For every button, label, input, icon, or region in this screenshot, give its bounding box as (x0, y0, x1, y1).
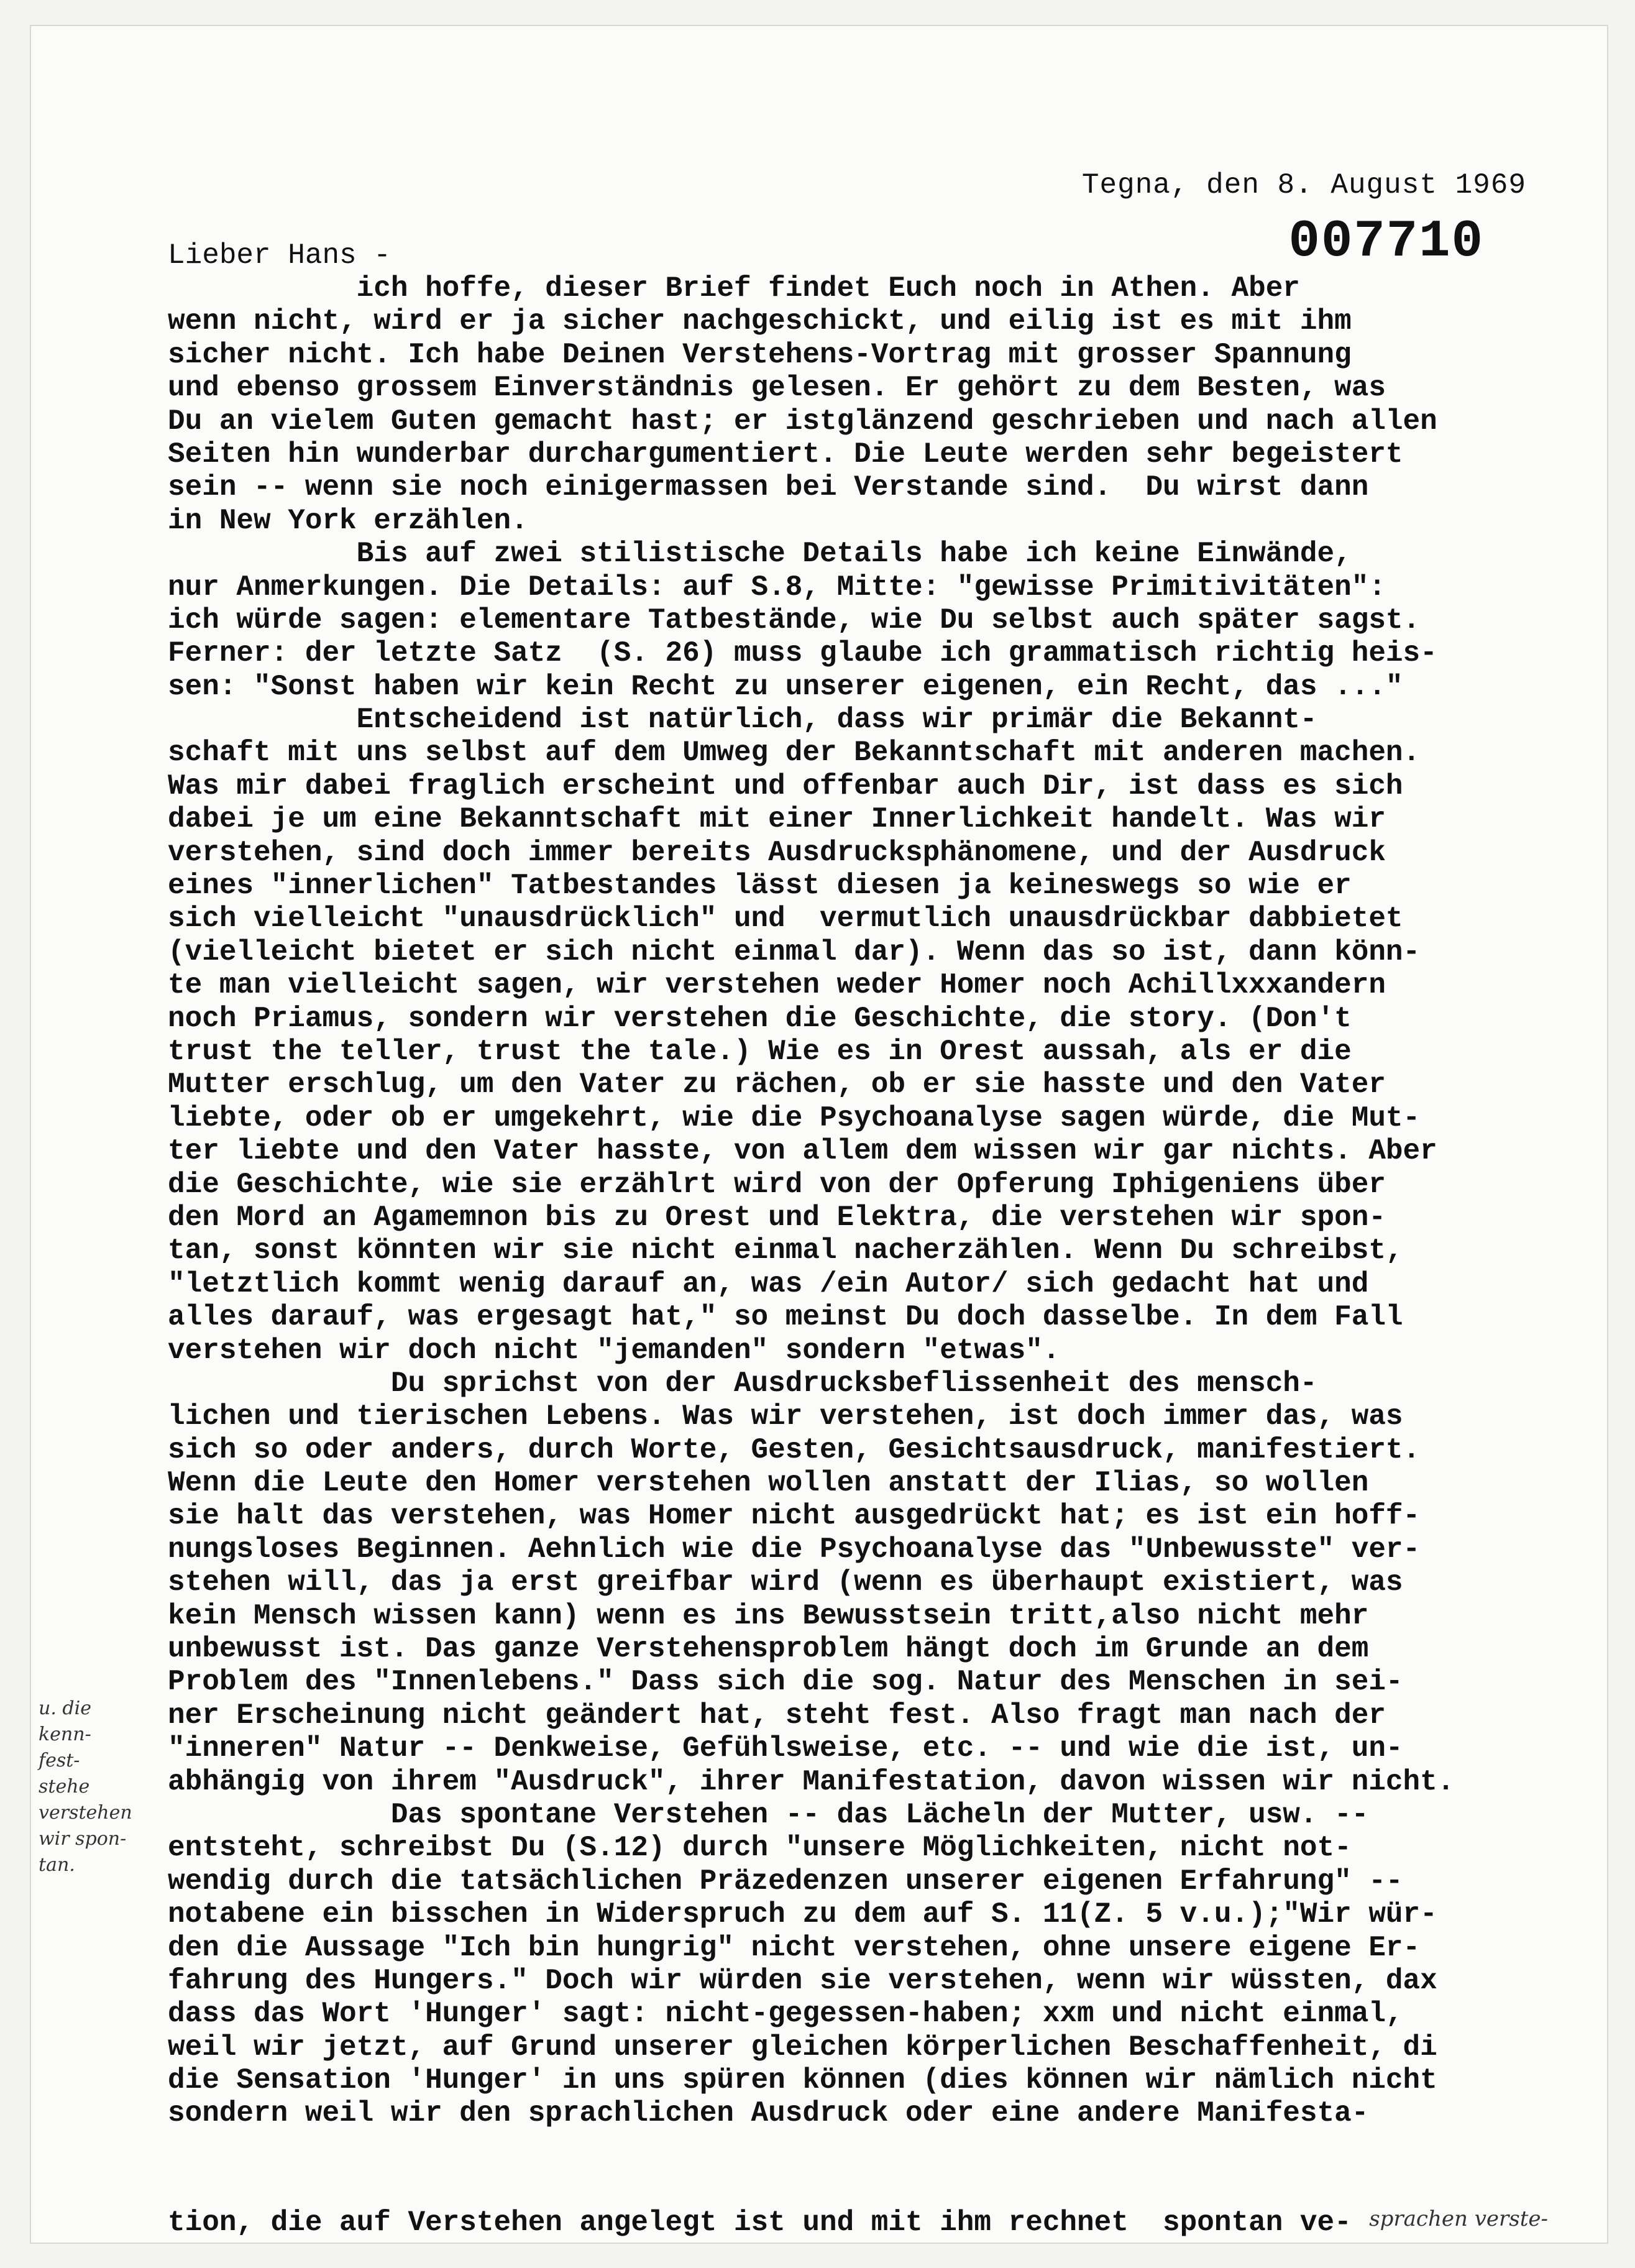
letter-line: abhängig von ihrem "Ausdruck", ihrer Manifestation, davon wissen wir nicht. (168, 1765, 1455, 1798)
letter-line: ner Erscheinung nicht geändert hat, steht fest. Also fragt man nach der (168, 1699, 1386, 1732)
letter-line: ich hoffe, dieser Brief findet Euch noch in Athen. Aber (168, 272, 1300, 305)
letter-line: (vielleicht bietet er sich nicht einmal dar). Wenn das so ist, dann könn- (168, 935, 1421, 968)
letter-line: te man vielleicht sagen, wir verstehen weder Homer noch Achillxxxandern (168, 969, 1386, 1002)
letter-line: "inneren" Natur -- Denkweise, Gefühlsweise, etc. -- und wie die ist, un- (168, 1732, 1403, 1765)
letter-line: sich so oder anders, durch Worte, Gesten, Gesichtsausdruck, manifestiert. (168, 1433, 1421, 1466)
letter-line: und ebenso grossem Einverständnis gelesen. Er gehört zu dem Besten, was (168, 372, 1386, 405)
letter-line: verstehen, sind doch immer bereits Ausdrucksphänomene, und der Ausdruck (168, 836, 1386, 869)
letter-line: dass das Wort 'Hunger' sagt: nicht-gegessen-haben; xxm und nicht einmal, (168, 1998, 1403, 2031)
document-number-stamp: 007710 (1288, 213, 1484, 272)
letter-line: sein -- wenn sie noch einigermassen bei Verstande sind. Du wirst dann (168, 471, 1369, 504)
letter-line: Was mir dabei fraglich erscheint und offenbar auch Dir, ist dass es sich (168, 769, 1403, 802)
letter-last-line: tion, die auf Verstehen angelegt ist und mit ihm rechnet spontan ve- (168, 2206, 1352, 2239)
letter-line: Wenn die Leute den Homer verstehen wollen anstatt der Ilias, so wollen (168, 1467, 1369, 1500)
letter-line: die Geschichte, wie sie erzählrt wird von der Opferung Iphigeniens über (168, 1168, 1386, 1201)
letter-line: in New York erzählen. (168, 504, 528, 537)
letter-line: die Sensation 'Hunger' in uns spüren können (dies können wir nämlich nicht (168, 2064, 1437, 2097)
letter-line: trust the teller, trust the tale.) Wie es in Orest aussah, als er die (168, 1035, 1352, 1068)
letter-line: den die Aussage "Ich bin hungrig" nicht verstehen, ohne unsere eigene Er- (168, 1931, 1421, 1964)
letter-line: sicher nicht. Ich habe Deinen Verstehens-Vortrag mit grosser Spannung (168, 338, 1352, 371)
letter-body (168, 272, 1610, 2131)
handwritten-margin-note: u. die kenn- fest- stehe verstehen wir spon- tan. (39, 1697, 132, 1876)
letter-line: weil wir jetzt, auf Grund unserer gleichen körperlichen Beschaffenheit, di (168, 2031, 1437, 2064)
letter-line: notabene ein bisschen in Widerspruch zu dem auf S. 11(Z. 5 v.u.);"Wir wür- (168, 1898, 1437, 1931)
salutation: Lieber Hans - (168, 239, 391, 272)
letter-line: Das spontane Verstehen -- das Lächeln der Mutter, usw. -- (168, 1798, 1369, 1831)
letter-line: wenn nicht, wird er ja sicher nachgeschickt, und eilig ist es mit ihm (168, 305, 1352, 338)
letter-line: entsteht, schreibst Du (S.12) durch "unsere Möglichkeiten, nicht not- (168, 1832, 1352, 1865)
letter-line: "letztlich kommt wenig darauf an, was /ein Autor/ sich gedacht hat und (168, 1267, 1369, 1300)
letter-line: ter liebte und den Vater hasste, von allem dem wissen wir gar nichts. Aber (168, 1135, 1437, 1168)
letter-line: sondern weil wir den sprachlichen Ausdruck oder eine andere Manifesta- (168, 2097, 1369, 2130)
letter-line: Seiten hin wunderbar durchargumentiert. Die Leute werden sehr begeistert (168, 438, 1403, 471)
letter-line: Du an vielem Guten gemacht hast; er istglänzend geschrieben und nach allen (168, 405, 1437, 438)
letter-line: Mutter erschlug, um den Vater zu rächen, ob er sie hasste und den Vater (168, 1068, 1386, 1101)
letter-line: nungsloses Beginnen. Aehnlich wie die Psychoanalyse das "Unbewusste" ver- (168, 1533, 1421, 1566)
handwritten-bottom-note: sprachen verste- (1369, 2206, 1548, 2231)
letter-line: eines "innerlichen" Tatbestandes lässt diesen ja keineswegs so wie er (168, 870, 1352, 902)
letter-line: wendig durch die tatsächlichen Präzedenzen unserer eigenen Erfahrung" -- (168, 1865, 1403, 1898)
letter-line: fahrung des Hungers." Doch wir würden sie verstehen, wenn wir wüssten, dax (168, 1964, 1437, 1997)
letter-line: sich vielleicht "unausdrücklich" und vermutlich unausdrückbar dabbietet (168, 902, 1403, 935)
letter-line: Bis auf zwei stilistische Details habe ich keine Einwände, (168, 538, 1352, 571)
letter-line: Problem des "Innenlebens." Dass sich die sog. Natur des Menschen in sei- (168, 1666, 1403, 1699)
letter-line: den Mord an Agamemnon bis zu Orest und Elektra, die verstehen wir spon- (168, 1201, 1386, 1234)
letter-line: kein Mensch wissen kann) wenn es ins Bewusstsein tritt,also nicht mehr (168, 1599, 1369, 1632)
letter-line: sen: "Sonst haben wir kein Recht zu unserer eigenen, ein Recht, das ..." (168, 670, 1403, 703)
letter-line: lichen und tierischen Lebens. Was wir verstehen, ist doch immer das, was (168, 1400, 1403, 1433)
letter-line: unbewusst ist. Das ganze Verstehensproblem hängt doch im Grunde an dem (168, 1633, 1369, 1666)
letter-line: ich würde sagen: elementare Tatbestände, wie Du selbst auch später sagst. (168, 604, 1421, 636)
letter-line: stehen will, das ja erst greifbar wird (wenn es überhaupt existiert, was (168, 1566, 1403, 1599)
letter-line: sie halt das verstehen, was Homer nicht ausgedrückt hat; es ist ein hoff- (168, 1500, 1421, 1533)
letter-line: verstehen wir doch nicht "jemanden" sondern "etwas". (168, 1334, 1060, 1367)
letter-line: nur Anmerkungen. Die Details: auf S.8, Mitte: "gewisse Primitivitäten": (168, 571, 1386, 604)
letter-line: schaft mit uns selbst auf dem Umweg der Bekanntschaft mit anderen machen. (168, 737, 1421, 769)
dateline: Tegna, den 8. August 1969 (1081, 169, 1526, 201)
letter-line: noch Priamus, sondern wir verstehen die Geschichte, die story. (Don't (168, 1002, 1352, 1035)
letter-line: Entscheidend ist natürlich, dass wir primär die Bekannt- (168, 704, 1317, 737)
letter-line: dabei je um eine Bekanntschaft mit einer Innerlichkeit handelt. Was wir (168, 803, 1386, 836)
letter-line: alles darauf, was ergesagt hat," so meinst Du doch dasselbe. In dem Fall (168, 1301, 1403, 1334)
letter-line: Ferner: der letzte Satz (S. 26) muss glaube ich grammatisch richtig heis- (168, 637, 1437, 670)
letter-line: tan, sonst könnten wir sie nicht einmal nacherzählen. Wenn Du schreibst, (168, 1234, 1403, 1267)
letter-line: liebte, oder ob er umgekehrt, wie die Psychoanalyse sagen würde, die Mut- (168, 1101, 1421, 1134)
letter-line: Du sprichst von der Ausdrucksbeflissenheit des mensch- (168, 1367, 1317, 1400)
